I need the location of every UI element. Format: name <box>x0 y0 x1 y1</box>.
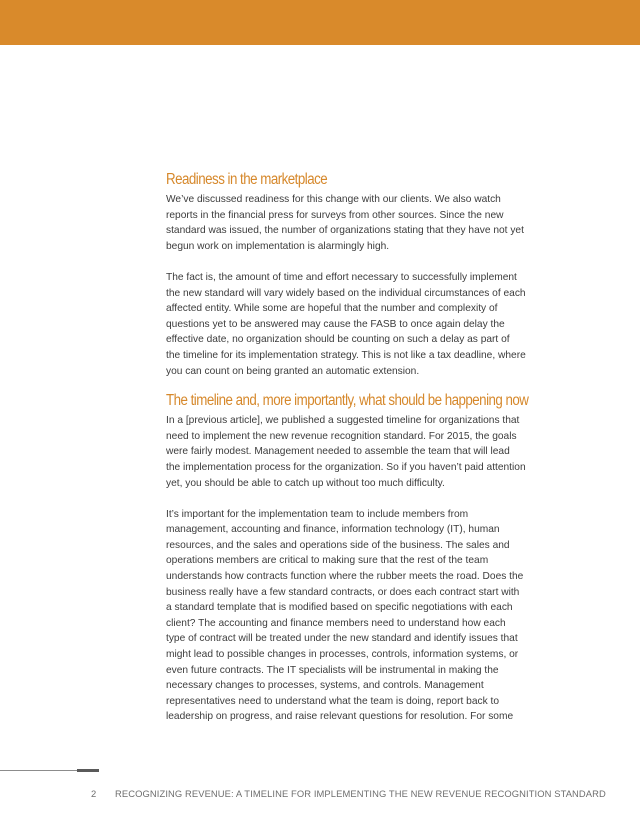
page-number: 2 <box>91 788 97 799</box>
section-heading-timeline: The timeline and, more importantly, what should be happening now <box>166 392 529 410</box>
paragraph-timeline-2: It’s important for the implementation team to include members from management, accounting and finance, information technology (IT), human resources, and the sales and operations side of the business. The sales and operations members are critical to making sure that the rest of the team understands how contracts function where the rubber meets the road. Does the business really have a few standard contracts, or does each contract start with a standard template that is modified based on specific negotiations with each client? The accounting and finance members need to understand how each type of contract will be treated under the new standard and identify issues that might lead to possible changes in processes, controls, information systems, or even future contracts. The IT specialists will be instrumental in making the necessary changes to processes, systems, and controls. Management representatives need to understand what the team is doing, report back to leadership on progress, and raise relevant questions for resolution. For some <box>166 508 524 723</box>
footer-document-title: RECOGNIZING REVENUE: A TIMELINE FOR IMPLEMENTING THE NEW REVENUE RECOGNITION STANDARD <box>115 788 606 799</box>
top-color-band <box>0 0 640 45</box>
paragraph-timeline-1: In a [previous article], we published a suggested timeline for organizations that need to implement the new revenue recognition standard. For 2015, the goals were fairly modest. Management needed to assemble the team that will lead the implementation process for the organization. So if you haven’t paid attention yet, you should be able to catch up without too much difficulty. <box>166 415 526 489</box>
document-body <box>166 170 529 725</box>
section-heading-readiness: Readiness in the marketplace <box>166 171 328 188</box>
page-footer <box>91 788 606 799</box>
footer-divider-accent <box>77 769 99 772</box>
paragraph-readiness-1: We’ve discussed readiness for this change with our clients. We also watch reports in the financial press for surveys from other sources. Since the new standard was issued, the number of organizations stating that they have not yet begun work on implementation is alarmingly high. <box>166 194 524 252</box>
paragraph-readiness-2: The fact is, the amount of time and effort necessary to successfully implement the new standard will vary widely based on the individual circumstances of each affected entity. While some are hopeful that the number and complexity of questions yet to be answered may cause the FASB to once again delay the effective date, no organization should be counting on such a delay as part of the timeline for its implementation strategy. This is not like a tax deadline, where you can count on being granted an automatic extension. <box>166 271 526 377</box>
